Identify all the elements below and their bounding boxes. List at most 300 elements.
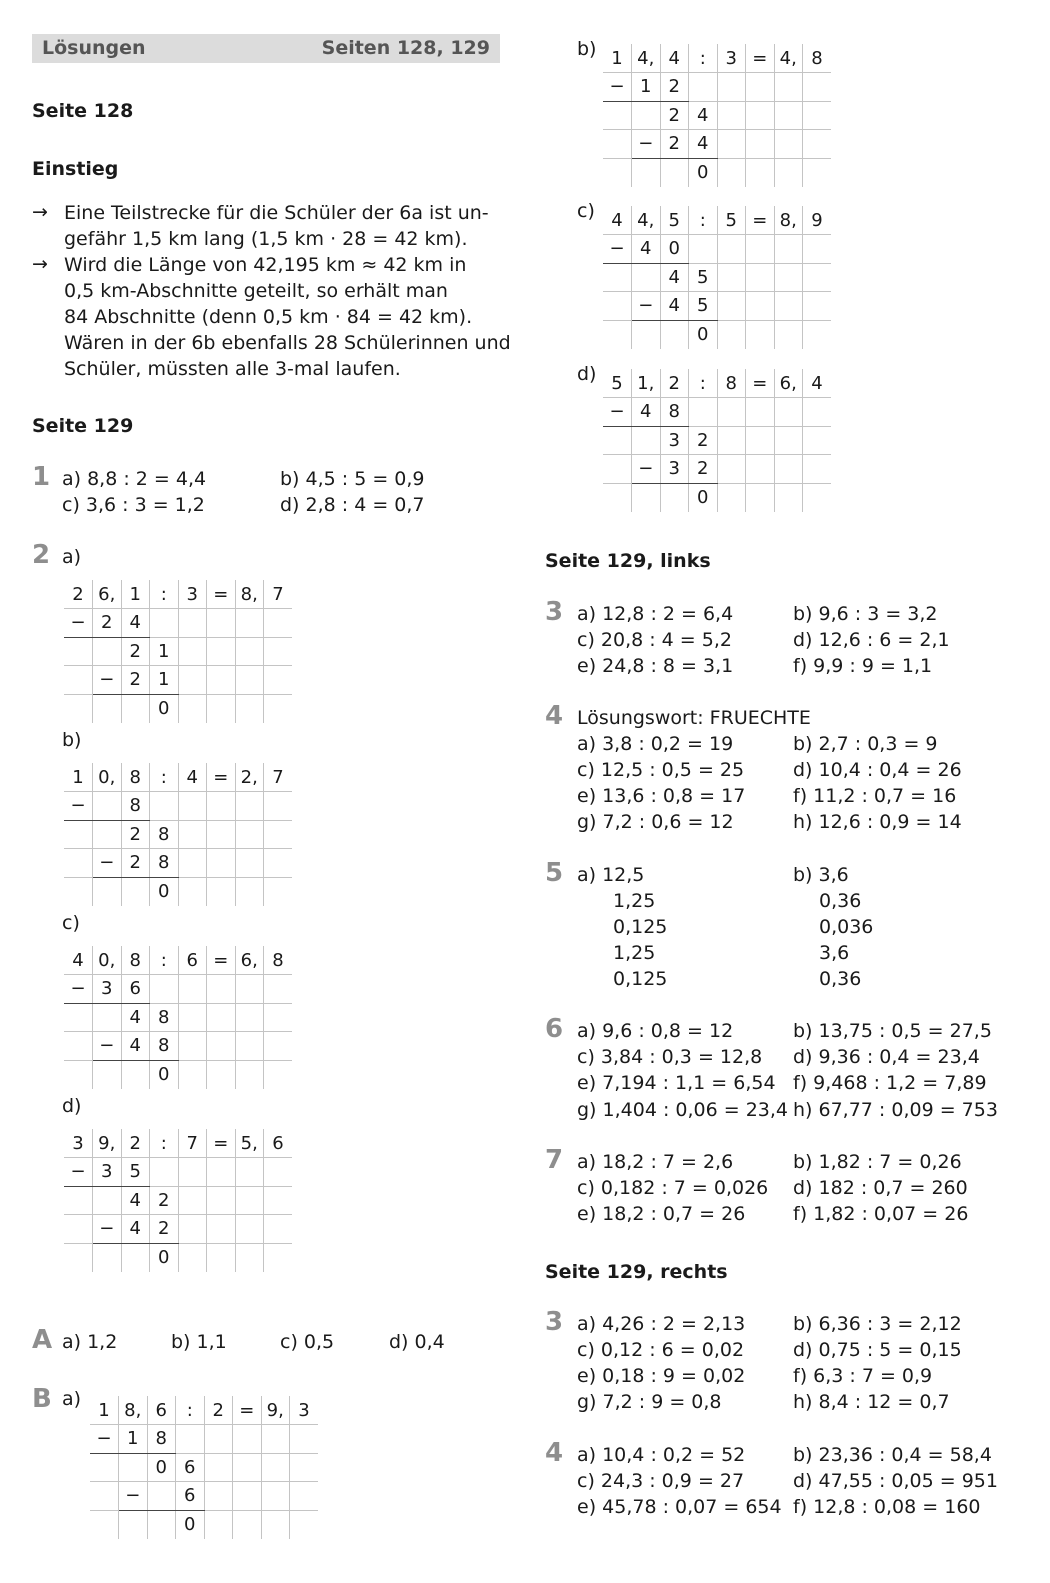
grid-cell — [746, 455, 775, 484]
answer: 1,25 — [613, 890, 656, 912]
grid-cell: 2 — [64, 580, 93, 609]
grid-cell: 7 — [264, 763, 293, 792]
grid-cell — [178, 609, 207, 638]
grid-cell: − — [64, 609, 93, 638]
grid-cell — [207, 820, 236, 849]
grid-cell — [235, 1186, 264, 1215]
grid-row — [603, 292, 831, 321]
answer: 3,6 — [819, 942, 850, 964]
answer: c) 20,8 : 4 = 5,2 — [577, 629, 732, 651]
grid-cell — [632, 158, 661, 187]
grid-cell — [774, 455, 803, 484]
grid-cell: 0 — [689, 158, 718, 187]
einstieg-title: Einstieg — [32, 158, 119, 180]
grid-row — [603, 398, 831, 427]
grid-cell: 1 — [150, 637, 179, 666]
grid-cell — [178, 1032, 207, 1061]
grid-cell — [290, 1482, 319, 1511]
grid-cell: 7 — [264, 580, 293, 609]
answer: c) 0,5 — [280, 1331, 335, 1353]
grid-cell — [207, 1158, 236, 1187]
grid-cell — [774, 101, 803, 130]
grid-cell: 7 — [178, 1129, 207, 1158]
grid-cell: 2 — [689, 455, 718, 484]
grid-cell — [207, 1003, 236, 1032]
grid-cell: 9 — [803, 206, 832, 235]
grid-cell: : — [689, 369, 718, 398]
grid-cell — [632, 101, 661, 130]
grid-cell: 6, — [235, 946, 264, 975]
grid-cell: 4 — [178, 763, 207, 792]
grid-cell: 2 — [689, 426, 718, 455]
grid-cell — [176, 1425, 205, 1454]
division-grid — [64, 580, 292, 723]
grid-row — [90, 1425, 318, 1454]
grid-cell — [264, 1032, 293, 1061]
answer: 0,125 — [613, 968, 668, 990]
grid-cell — [264, 975, 293, 1004]
grid-row — [64, 763, 292, 792]
header-bar — [32, 34, 500, 63]
grid-cell — [261, 1510, 290, 1539]
grid-cell: − — [93, 849, 122, 878]
answer: b) 9,6 : 3 = 3,2 — [793, 603, 938, 625]
answer: a) 10,4 : 0,2 = 52 — [577, 1444, 746, 1466]
grid-cell — [689, 398, 718, 427]
grid-cell — [147, 1482, 176, 1511]
grid-cell — [632, 263, 661, 292]
grid-cell: : — [689, 44, 718, 73]
answer: g) 7,2 : 9 = 0,8 — [577, 1391, 722, 1413]
grid-row — [64, 1186, 292, 1215]
answer: c) 24,3 : 0,9 = 27 — [577, 1470, 745, 1492]
grid-cell — [93, 820, 122, 849]
grid-cell: − — [64, 975, 93, 1004]
grid-cell — [603, 158, 632, 187]
sub-label: a) — [62, 546, 82, 568]
grid-cell — [603, 130, 632, 159]
division-grid — [603, 206, 831, 349]
grid-cell: 2 — [660, 101, 689, 130]
answer: d) 0,4 — [389, 1331, 445, 1353]
grid-cell — [64, 637, 93, 666]
answer: 0,36 — [819, 890, 862, 912]
grid-cell — [235, 637, 264, 666]
grid-cell — [603, 101, 632, 130]
grid-row — [64, 792, 292, 821]
grid-cell: 2 — [660, 369, 689, 398]
grid-cell — [64, 849, 93, 878]
grid-row — [64, 1060, 292, 1089]
grid-cell — [178, 975, 207, 1004]
grid-cell — [235, 1032, 264, 1061]
arrow-icon: → — [32, 201, 48, 223]
grid-cell: 8 — [150, 1032, 179, 1061]
grid-cell: 8 — [150, 820, 179, 849]
section-title-s129: Seite 129 — [32, 415, 134, 437]
answer: a) 8,8 : 2 = 4,4 — [62, 468, 207, 490]
grid-cell — [207, 1032, 236, 1061]
grid-cell: − — [90, 1425, 119, 1454]
sub-label: d) — [577, 363, 597, 385]
section-title-links: Seite 129, links — [545, 550, 711, 572]
grid-cell — [717, 398, 746, 427]
grid-cell — [207, 792, 236, 821]
answer: d) 2,8 : 4 = 0,7 — [280, 494, 425, 516]
einstieg-line: 0,5 km-Abschnitte geteilt, so erhält man — [64, 280, 448, 302]
grid-cell: − — [93, 1032, 122, 1061]
grid-cell: 6 — [121, 975, 150, 1004]
grid-cell — [207, 877, 236, 906]
grid-cell — [746, 292, 775, 321]
answer: d) 9,36 : 0,4 = 23,4 — [793, 1046, 980, 1068]
exercise-number: 4 — [545, 701, 564, 731]
grid-cell — [803, 320, 832, 349]
grid-cell — [660, 483, 689, 512]
grid-cell: − — [603, 73, 632, 102]
grid-cell — [178, 792, 207, 821]
division-grid — [603, 369, 831, 512]
answer: b) 6,36 : 3 = 2,12 — [793, 1313, 962, 1335]
grid-row — [64, 975, 292, 1004]
grid-cell — [261, 1425, 290, 1454]
grid-row — [90, 1396, 318, 1425]
grid-cell — [235, 1003, 264, 1032]
grid-cell — [235, 1215, 264, 1244]
sub-label: a) — [62, 1388, 82, 1410]
grid-cell: 4, — [632, 44, 661, 73]
grid-cell: = — [207, 1129, 236, 1158]
grid-cell — [207, 1186, 236, 1215]
answer: c) 0,182 : 7 = 0,026 — [577, 1177, 769, 1199]
grid-cell — [290, 1453, 319, 1482]
grid-cell — [178, 666, 207, 695]
exercise-number: 5 — [545, 858, 564, 888]
division-grid — [64, 763, 292, 906]
grid-cell — [64, 820, 93, 849]
grid-cell: 4 — [603, 206, 632, 235]
grid-cell: 5 — [689, 292, 718, 321]
grid-cell — [235, 975, 264, 1004]
grid-cell — [93, 877, 122, 906]
grid-cell: 4 — [64, 946, 93, 975]
grid-cell — [90, 1482, 119, 1511]
answer: f) 9,468 : 1,2 = 7,89 — [793, 1072, 987, 1094]
einstieg-line: Eine Teilstrecke für die Schüler der 6a ist un- — [64, 202, 489, 224]
solution-word: Lösungswort: FRUECHTE — [577, 707, 811, 729]
grid-cell: 8 — [121, 946, 150, 975]
grid-row — [603, 73, 831, 102]
answer: 0,036 — [819, 916, 874, 938]
grid-cell — [235, 820, 264, 849]
grid-cell: − — [93, 666, 122, 695]
grid-cell — [64, 1060, 93, 1089]
grid-cell — [233, 1425, 262, 1454]
answer: a) 4,26 : 2 = 2,13 — [577, 1313, 746, 1335]
answer: f) 9,9 : 9 = 1,1 — [793, 655, 933, 677]
grid-cell — [207, 1060, 236, 1089]
grid-cell: 0 — [689, 483, 718, 512]
grid-cell — [264, 666, 293, 695]
grid-row — [603, 320, 831, 349]
sub-label: c) — [577, 200, 595, 222]
grid-cell: 3 — [660, 455, 689, 484]
grid-cell — [603, 455, 632, 484]
grid-cell — [746, 263, 775, 292]
grid-cell — [746, 101, 775, 130]
answer: e) 7,194 : 1,1 = 6,54 — [577, 1072, 776, 1094]
grid-cell — [603, 426, 632, 455]
grid-cell — [717, 101, 746, 130]
grid-cell: 0 — [150, 694, 179, 723]
grid-cell — [178, 1060, 207, 1089]
grid-cell: 8, — [774, 206, 803, 235]
grid-cell: 8 — [717, 369, 746, 398]
answer: c) 12,5 : 0,5 = 25 — [577, 759, 745, 781]
grid-cell: 5, — [235, 1129, 264, 1158]
grid-cell — [717, 158, 746, 187]
grid-cell: 4, — [632, 206, 661, 235]
answer: a) 12,8 : 2 = 6,4 — [577, 603, 734, 625]
grid-cell: 2 — [121, 666, 150, 695]
grid-cell — [178, 820, 207, 849]
grid-cell: 8, — [119, 1396, 148, 1425]
grid-cell: 8 — [121, 763, 150, 792]
answer: a) 9,6 : 0,8 = 12 — [577, 1020, 734, 1042]
grid-cell — [803, 263, 832, 292]
grid-cell — [150, 975, 179, 1004]
exercise-number: 2 — [32, 540, 51, 570]
exercise-number: 1 — [32, 462, 51, 492]
answer: c) 3,6 : 3 = 1,2 — [62, 494, 205, 516]
grid-cell — [803, 235, 832, 264]
grid-cell — [774, 158, 803, 187]
answer: g) 7,2 : 0,6 = 12 — [577, 811, 734, 833]
grid-cell — [93, 1060, 122, 1089]
grid-cell — [803, 455, 832, 484]
grid-cell: 6 — [176, 1482, 205, 1511]
answer: a) 1,2 — [62, 1331, 118, 1353]
grid-row — [64, 1003, 292, 1032]
grid-cell: 2 — [150, 1215, 179, 1244]
grid-cell — [803, 158, 832, 187]
grid-cell: 8 — [264, 946, 293, 975]
grid-cell: 1 — [90, 1396, 119, 1425]
grid-cell: 4 — [660, 292, 689, 321]
grid-cell: 2 — [204, 1396, 233, 1425]
answer: b) 1,82 : 7 = 0,26 — [793, 1151, 962, 1173]
grid-cell — [803, 101, 832, 130]
grid-cell: 6 — [264, 1129, 293, 1158]
section-title-rechts: Seite 129, rechts — [545, 1261, 728, 1283]
grid-row — [64, 1243, 292, 1272]
grid-cell — [746, 320, 775, 349]
einstieg-line: Wird die Länge von 42,195 km ≈ 42 km in — [64, 254, 467, 276]
grid-cell — [121, 694, 150, 723]
grid-cell — [235, 1158, 264, 1187]
answer: c) 3,84 : 0,3 = 12,8 — [577, 1046, 763, 1068]
grid-cell: 1 — [632, 73, 661, 102]
grid-cell — [119, 1453, 148, 1482]
grid-cell — [774, 73, 803, 102]
grid-cell — [264, 877, 293, 906]
grid-cell — [207, 975, 236, 1004]
answer: e) 45,78 : 0,07 = 654 — [577, 1496, 782, 1518]
grid-cell — [746, 483, 775, 512]
grid-cell — [264, 1215, 293, 1244]
grid-row — [603, 455, 831, 484]
grid-cell: 4 — [660, 263, 689, 292]
grid-cell: = — [207, 763, 236, 792]
grid-cell — [204, 1510, 233, 1539]
grid-cell: 5 — [660, 206, 689, 235]
sub-label: b) — [62, 729, 82, 751]
grid-cell: 0, — [93, 946, 122, 975]
division-grid — [603, 44, 831, 187]
grid-cell — [264, 1003, 293, 1032]
grid-cell — [64, 1186, 93, 1215]
grid-cell: 6 — [178, 946, 207, 975]
grid-cell — [150, 792, 179, 821]
answer: f) 12,8 : 0,08 = 160 — [793, 1496, 981, 1518]
grid-row — [64, 946, 292, 975]
grid-cell — [717, 130, 746, 159]
answer: b) 4,5 : 5 = 0,9 — [280, 468, 425, 490]
grid-cell — [717, 73, 746, 102]
grid-cell — [603, 483, 632, 512]
grid-cell — [235, 1243, 264, 1272]
grid-cell — [64, 1215, 93, 1244]
grid-cell — [150, 609, 179, 638]
grid-cell — [264, 1060, 293, 1089]
grid-cell: 4 — [121, 1215, 150, 1244]
grid-cell: 6, — [93, 580, 122, 609]
grid-cell: 5 — [717, 206, 746, 235]
answer: b) 2,7 : 0,3 = 9 — [793, 733, 938, 755]
grid-row — [64, 1129, 292, 1158]
grid-cell: 1 — [64, 763, 93, 792]
grid-cell — [233, 1453, 262, 1482]
answer: d) 12,6 : 6 = 2,1 — [793, 629, 950, 651]
grid-row — [64, 820, 292, 849]
answer: f) 11,2 : 0,7 = 16 — [793, 785, 957, 807]
grid-cell — [235, 792, 264, 821]
division-grid — [64, 1129, 292, 1272]
arrow-icon: → — [32, 253, 48, 275]
grid-cell: 0 — [147, 1453, 176, 1482]
grid-cell: 8 — [150, 849, 179, 878]
grid-row — [64, 1158, 292, 1187]
grid-row — [64, 609, 292, 638]
grid-cell: 4 — [689, 130, 718, 159]
grid-cell — [178, 877, 207, 906]
grid-cell: 8 — [121, 792, 150, 821]
grid-row — [64, 877, 292, 906]
grid-cell: 3 — [64, 1129, 93, 1158]
grid-cell — [717, 483, 746, 512]
grid-cell — [774, 235, 803, 264]
grid-cell: 3 — [178, 580, 207, 609]
grid-cell: 1 — [603, 44, 632, 73]
answer: e) 24,8 : 8 = 3,1 — [577, 655, 734, 677]
grid-cell: 3 — [290, 1396, 319, 1425]
header-right: Seiten 128, 129 — [321, 37, 490, 59]
answer: f) 1,82 : 0,07 = 26 — [793, 1203, 969, 1225]
grid-cell — [235, 849, 264, 878]
grid-cell — [717, 235, 746, 264]
grid-cell — [207, 666, 236, 695]
grid-cell: 5 — [689, 263, 718, 292]
grid-row — [90, 1510, 318, 1539]
grid-cell: 4 — [121, 609, 150, 638]
grid-cell: = — [746, 369, 775, 398]
grid-cell: 2 — [93, 609, 122, 638]
grid-cell — [264, 849, 293, 878]
grid-cell — [264, 609, 293, 638]
grid-cell — [121, 1243, 150, 1272]
answer: g) 1,404 : 0,06 = 23,4 — [577, 1099, 788, 1121]
grid-cell: 6, — [774, 369, 803, 398]
grid-cell — [178, 1215, 207, 1244]
grid-cell — [178, 1158, 207, 1187]
grid-cell: 4 — [689, 101, 718, 130]
grid-cell: 2 — [121, 820, 150, 849]
grid-cell — [264, 1186, 293, 1215]
grid-cell — [603, 263, 632, 292]
grid-cell: − — [632, 292, 661, 321]
answer: e) 13,6 : 0,8 = 17 — [577, 785, 746, 807]
grid-cell: 4 — [632, 398, 661, 427]
grid-cell: 0, — [93, 763, 122, 792]
grid-cell: 4 — [121, 1003, 150, 1032]
grid-cell — [147, 1510, 176, 1539]
grid-cell: 2 — [660, 130, 689, 159]
grid-cell — [746, 426, 775, 455]
grid-cell — [803, 73, 832, 102]
grid-row — [64, 694, 292, 723]
answer: a) 18,2 : 7 = 2,6 — [577, 1151, 734, 1173]
grid-cell: 4, — [774, 44, 803, 73]
grid-cell — [178, 637, 207, 666]
grid-cell — [717, 320, 746, 349]
grid-cell: 8 — [147, 1425, 176, 1454]
grid-cell — [264, 1243, 293, 1272]
grid-cell — [178, 694, 207, 723]
grid-cell — [632, 320, 661, 349]
exercise-number: A — [32, 1325, 53, 1355]
answer: 1,25 — [613, 942, 656, 964]
grid-cell: 0 — [150, 1060, 179, 1089]
grid-cell — [204, 1425, 233, 1454]
answer: d) 182 : 0,7 = 260 — [793, 1177, 968, 1199]
exercise-number: 6 — [545, 1014, 564, 1044]
grid-cell — [689, 73, 718, 102]
grid-cell: = — [207, 946, 236, 975]
grid-cell — [178, 849, 207, 878]
grid-row — [64, 637, 292, 666]
grid-cell: 4 — [660, 44, 689, 73]
grid-cell: 3 — [717, 44, 746, 73]
grid-cell — [632, 483, 661, 512]
answer: b) 13,75 : 0,5 = 27,5 — [793, 1020, 992, 1042]
grid-cell — [207, 849, 236, 878]
grid-cell — [774, 292, 803, 321]
grid-cell: 6 — [176, 1453, 205, 1482]
grid-cell: 2 — [121, 637, 150, 666]
answer: h) 8,4 : 12 = 0,7 — [793, 1391, 950, 1413]
division-grid — [64, 946, 292, 1089]
grid-cell: 9, — [93, 1129, 122, 1158]
